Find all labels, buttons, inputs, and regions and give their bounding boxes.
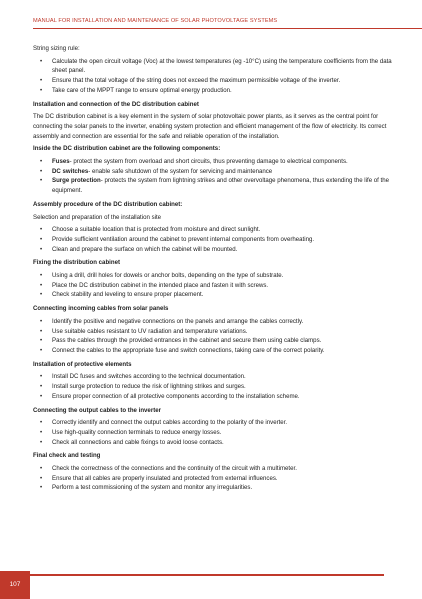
fixing-section <box>33 258 393 300</box>
list-item <box>33 157 393 167</box>
list-item: • Check all connections and cable fixings to avoid loose contacts. <box>33 438 393 448</box>
running-header: MANUAL FOR INSTALLATION AND MAINTENANCE OF SOLAR PHOTOVOLTAGE SYSTEMS <box>33 18 278 24</box>
footer-rule <box>0 574 384 576</box>
list-item: • Take care of the MPPT range to ensure optimal energy production. <box>33 86 393 96</box>
list-item: • Perform a test commissioning of the system and monitor any irregularities. <box>33 483 393 493</box>
section-heading: Fixing the distribution cabinet <box>33 259 121 267</box>
list-item: • Clean and prepare the surface on which the cabinet will be mounted. <box>33 245 393 255</box>
list-item: • Identify the positive and negative connections on the panels and arrange the cables correctly. <box>33 317 393 327</box>
output-cables-list <box>33 418 393 447</box>
header-rule <box>33 28 422 29</box>
list-item <box>33 176 393 195</box>
list-item <box>33 167 393 177</box>
assembly-section <box>33 200 393 255</box>
component-term: Surge protection <box>52 177 101 185</box>
list-item: • Ensure that the total voltage of the string does not exceed the maximum permissible voltage of the inverter. <box>33 76 393 86</box>
paragraph: The DC distribution cabinet is a key element in the system of solar photovoltaic power plants, as it serves as the central point for connecting the solar panels to the inverter, enabling system protection and efficient management of the flow of electricity. Its correct assembly and connection are essential for the safe and reliable operation of the installation. <box>33 113 387 140</box>
dc-cabinet-section <box>33 100 393 142</box>
list-item: • Place the DC distribution cabinet in the intended place and fasten it with screws. <box>33 281 393 291</box>
list-item: • Correctly identify and connect the output cables according to the polarity of the inverter. <box>33 418 393 428</box>
section-heading: Assembly procedure of the DC distribution cabinet: <box>33 200 183 208</box>
component-term: DC switches <box>52 167 89 175</box>
protective-list <box>33 372 393 401</box>
string-sizing-title: String sizing rule: <box>33 45 80 52</box>
list-item: • Check the correctness of the connections and the continuity of the circuit with a multimeter. <box>33 464 393 474</box>
list-item: • Ensure that all cables are properly insulated and protected from external influences. <box>33 474 393 484</box>
string-sizing-section <box>33 44 393 96</box>
list-item: • Provide sufficient ventilation around the cabinet to prevent internal components from overheating. <box>33 235 393 245</box>
assembly-list <box>33 225 393 254</box>
list-item: • Install surge protection to reduce the risk of lightning strikes and surges. <box>33 382 393 392</box>
list-item: • Install DC fuses and switches according to the technical documentation. <box>33 372 393 382</box>
component-description: - protects the system from lightning strikes and other overvoltage phenomena, thus extending the life of the equipment. <box>52 177 390 195</box>
fixing-list <box>33 271 393 300</box>
incoming-cables-list <box>33 317 393 356</box>
section-heading: Connecting the output cables to the inverter <box>33 406 161 414</box>
list-item: • Connect the cables to the appropriate fuse and switch connections, taking care of the correct polarity. <box>33 346 393 356</box>
component-description: - protect the system from overload and short circuits, thus preventing damage to electrical components. <box>69 158 348 166</box>
components-list <box>33 157 393 196</box>
section-heading: Installation and connection of the DC distribution cabinet <box>33 100 199 108</box>
components-section <box>33 144 393 196</box>
component-term: Fuses <box>52 158 70 166</box>
protective-section <box>33 360 393 402</box>
list-item: • Use suitable cables resistant to UV radiation and temperature variations. <box>33 327 393 337</box>
section-heading: Inside the DC distribution cabinet are the following components: <box>33 145 221 153</box>
section-heading: Connecting incoming cables from solar panels <box>33 305 169 313</box>
page-number: 107 <box>9 581 21 588</box>
list-item: • Ensure proper connection of all protective components according to the installation scheme. <box>33 392 393 402</box>
component-description: - enable safe shutdown of the system for servicing and maintenance <box>88 167 273 175</box>
list-item: • Use high-quality connection terminals to reduce energy losses. <box>33 428 393 438</box>
section-heading: Final check and testing <box>33 452 101 460</box>
list-item: • Pass the cables through the provided entrances in the cabinet and secure them using cable clamps. <box>33 336 393 346</box>
list-item: • Check stability and leveling to ensure proper placement. <box>33 290 393 300</box>
list-item: • Calculate the open circuit voltage (Voc) at the lowest temperatures (eg -10°C) using the temperature coefficients from the data sheet panel. <box>33 57 393 76</box>
page-body <box>33 44 393 497</box>
list-item: • Using a drill, drill holes for dowels or anchor bolts, depending on the type of substrate. <box>33 271 393 281</box>
output-cables-section <box>33 406 393 448</box>
final-check-section <box>33 451 393 493</box>
final-check-list <box>33 464 393 493</box>
list-item: • Choose a suitable location that is protected from moisture and direct sunlight. <box>33 225 393 235</box>
string-sizing-list <box>33 57 393 96</box>
incoming-cables-section <box>33 304 393 356</box>
paragraph: Selection and preparation of the installation site <box>33 213 162 221</box>
section-heading: Installation of protective elements <box>33 360 132 368</box>
